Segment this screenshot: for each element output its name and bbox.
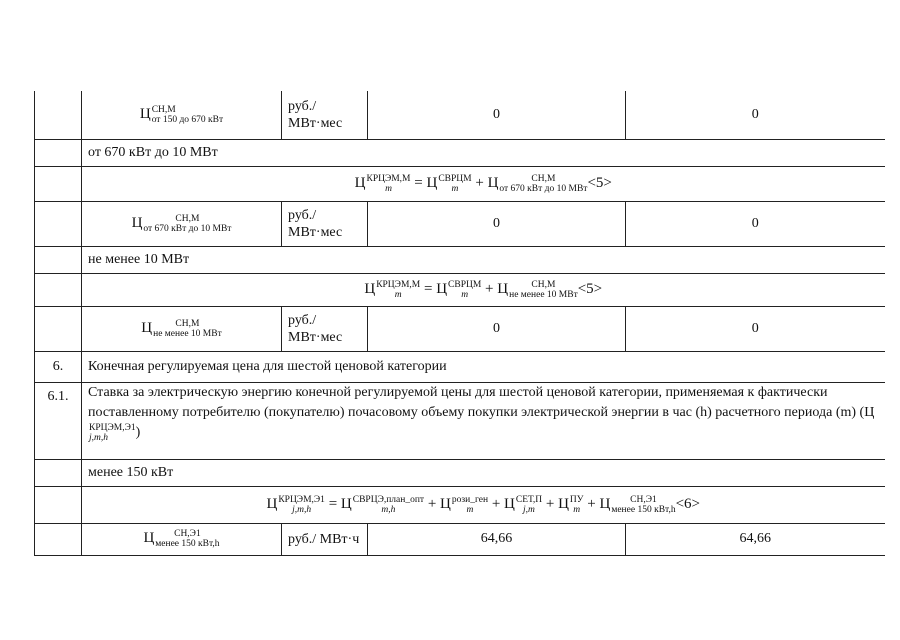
row-number-cell <box>35 201 82 246</box>
value-cell: 0 <box>626 306 885 351</box>
table-row <box>35 273 885 306</box>
value-cell: 64,66 <box>368 523 626 555</box>
formula-cell: Ц КРЦЭМ,Э1 j,m,h = Ц СВРЦЭ,план_опт m,h + Ц рози_ген m + Ц СЕТ,П j,m + Ц ПУ m + Ц СН,Э1 менее 150 кВт,h <6> <box>82 486 885 523</box>
table-row <box>35 139 885 166</box>
tariff-table <box>34 91 885 556</box>
row-number-cell <box>35 459 82 486</box>
unit-cell: руб./ МВт·мес <box>282 306 368 351</box>
value-cell: 64,66 <box>626 523 885 555</box>
row-number-cell <box>35 306 82 351</box>
unit-cell: руб./ МВт·ч <box>282 523 368 555</box>
table-row <box>35 91 885 139</box>
subgroup-label: от 670 кВт до 10 МВт <box>82 139 885 166</box>
table-row <box>35 306 885 351</box>
table-row <box>35 246 885 273</box>
formula-cell: Ц КРЦЭМ,М m = Ц СВРЦМ m + Ц СН,М не менее 10 МВт <5> <box>82 273 885 306</box>
table-row <box>35 382 885 459</box>
row-number-cell <box>35 486 82 523</box>
symbol-cell: Ц СН,М от 150 до 670 кВт <box>82 91 282 139</box>
value-cell: 0 <box>368 201 626 246</box>
table-row <box>35 459 885 486</box>
unit-cell: руб./ МВт·мес <box>282 201 368 246</box>
row-number-cell: 6. <box>35 351 82 382</box>
symbol-cell: Ц СН,М от 670 кВт до 10 МВт <box>82 201 282 246</box>
table-row <box>35 523 885 555</box>
value-cell: 0 <box>626 201 885 246</box>
symbol-cell: Ц СН,Э1 менее 150 кВт,h <box>82 523 282 555</box>
subgroup-label: менее 150 кВт <box>82 459 885 486</box>
value-cell: 0 <box>368 91 626 139</box>
table-row <box>35 201 885 246</box>
row-number-cell <box>35 139 82 166</box>
symbol-cell: Ц СН,М не менее 10 МВт <box>82 306 282 351</box>
row-number-cell: 6.1. <box>35 382 82 459</box>
row-number-cell <box>35 523 82 555</box>
value-cell: 0 <box>368 306 626 351</box>
table-row <box>35 486 885 523</box>
section-title: Конечная регулируемая цена для шестой ценовой категории <box>82 351 885 382</box>
unit-cell: руб./ МВт·мес <box>282 91 368 139</box>
row-number-cell <box>35 246 82 273</box>
row-number-cell <box>35 273 82 306</box>
formula-cell: Ц КРЦЭМ,М m = Ц СВРЦМ m + Ц СН,М от 670 кВт до 10 МВт <5> <box>82 166 885 201</box>
value-cell: 0 <box>626 91 885 139</box>
row-number-cell <box>35 91 82 139</box>
row-number-cell <box>35 166 82 201</box>
description-cell: Ставка за электрическую энергию конечной регулируемой цены для шестой ценовой категории, применяемая к фактически поставленному потребителю (покупателю) почасовому объему покупки электрической энергии в час (h) расчетного периода (m) (Ц КРЦЭМ,Э1 j,m,h ) <box>82 382 885 459</box>
table-row <box>35 166 885 201</box>
table-row <box>35 351 885 382</box>
subgroup-label: не менее 10 МВт <box>82 246 885 273</box>
